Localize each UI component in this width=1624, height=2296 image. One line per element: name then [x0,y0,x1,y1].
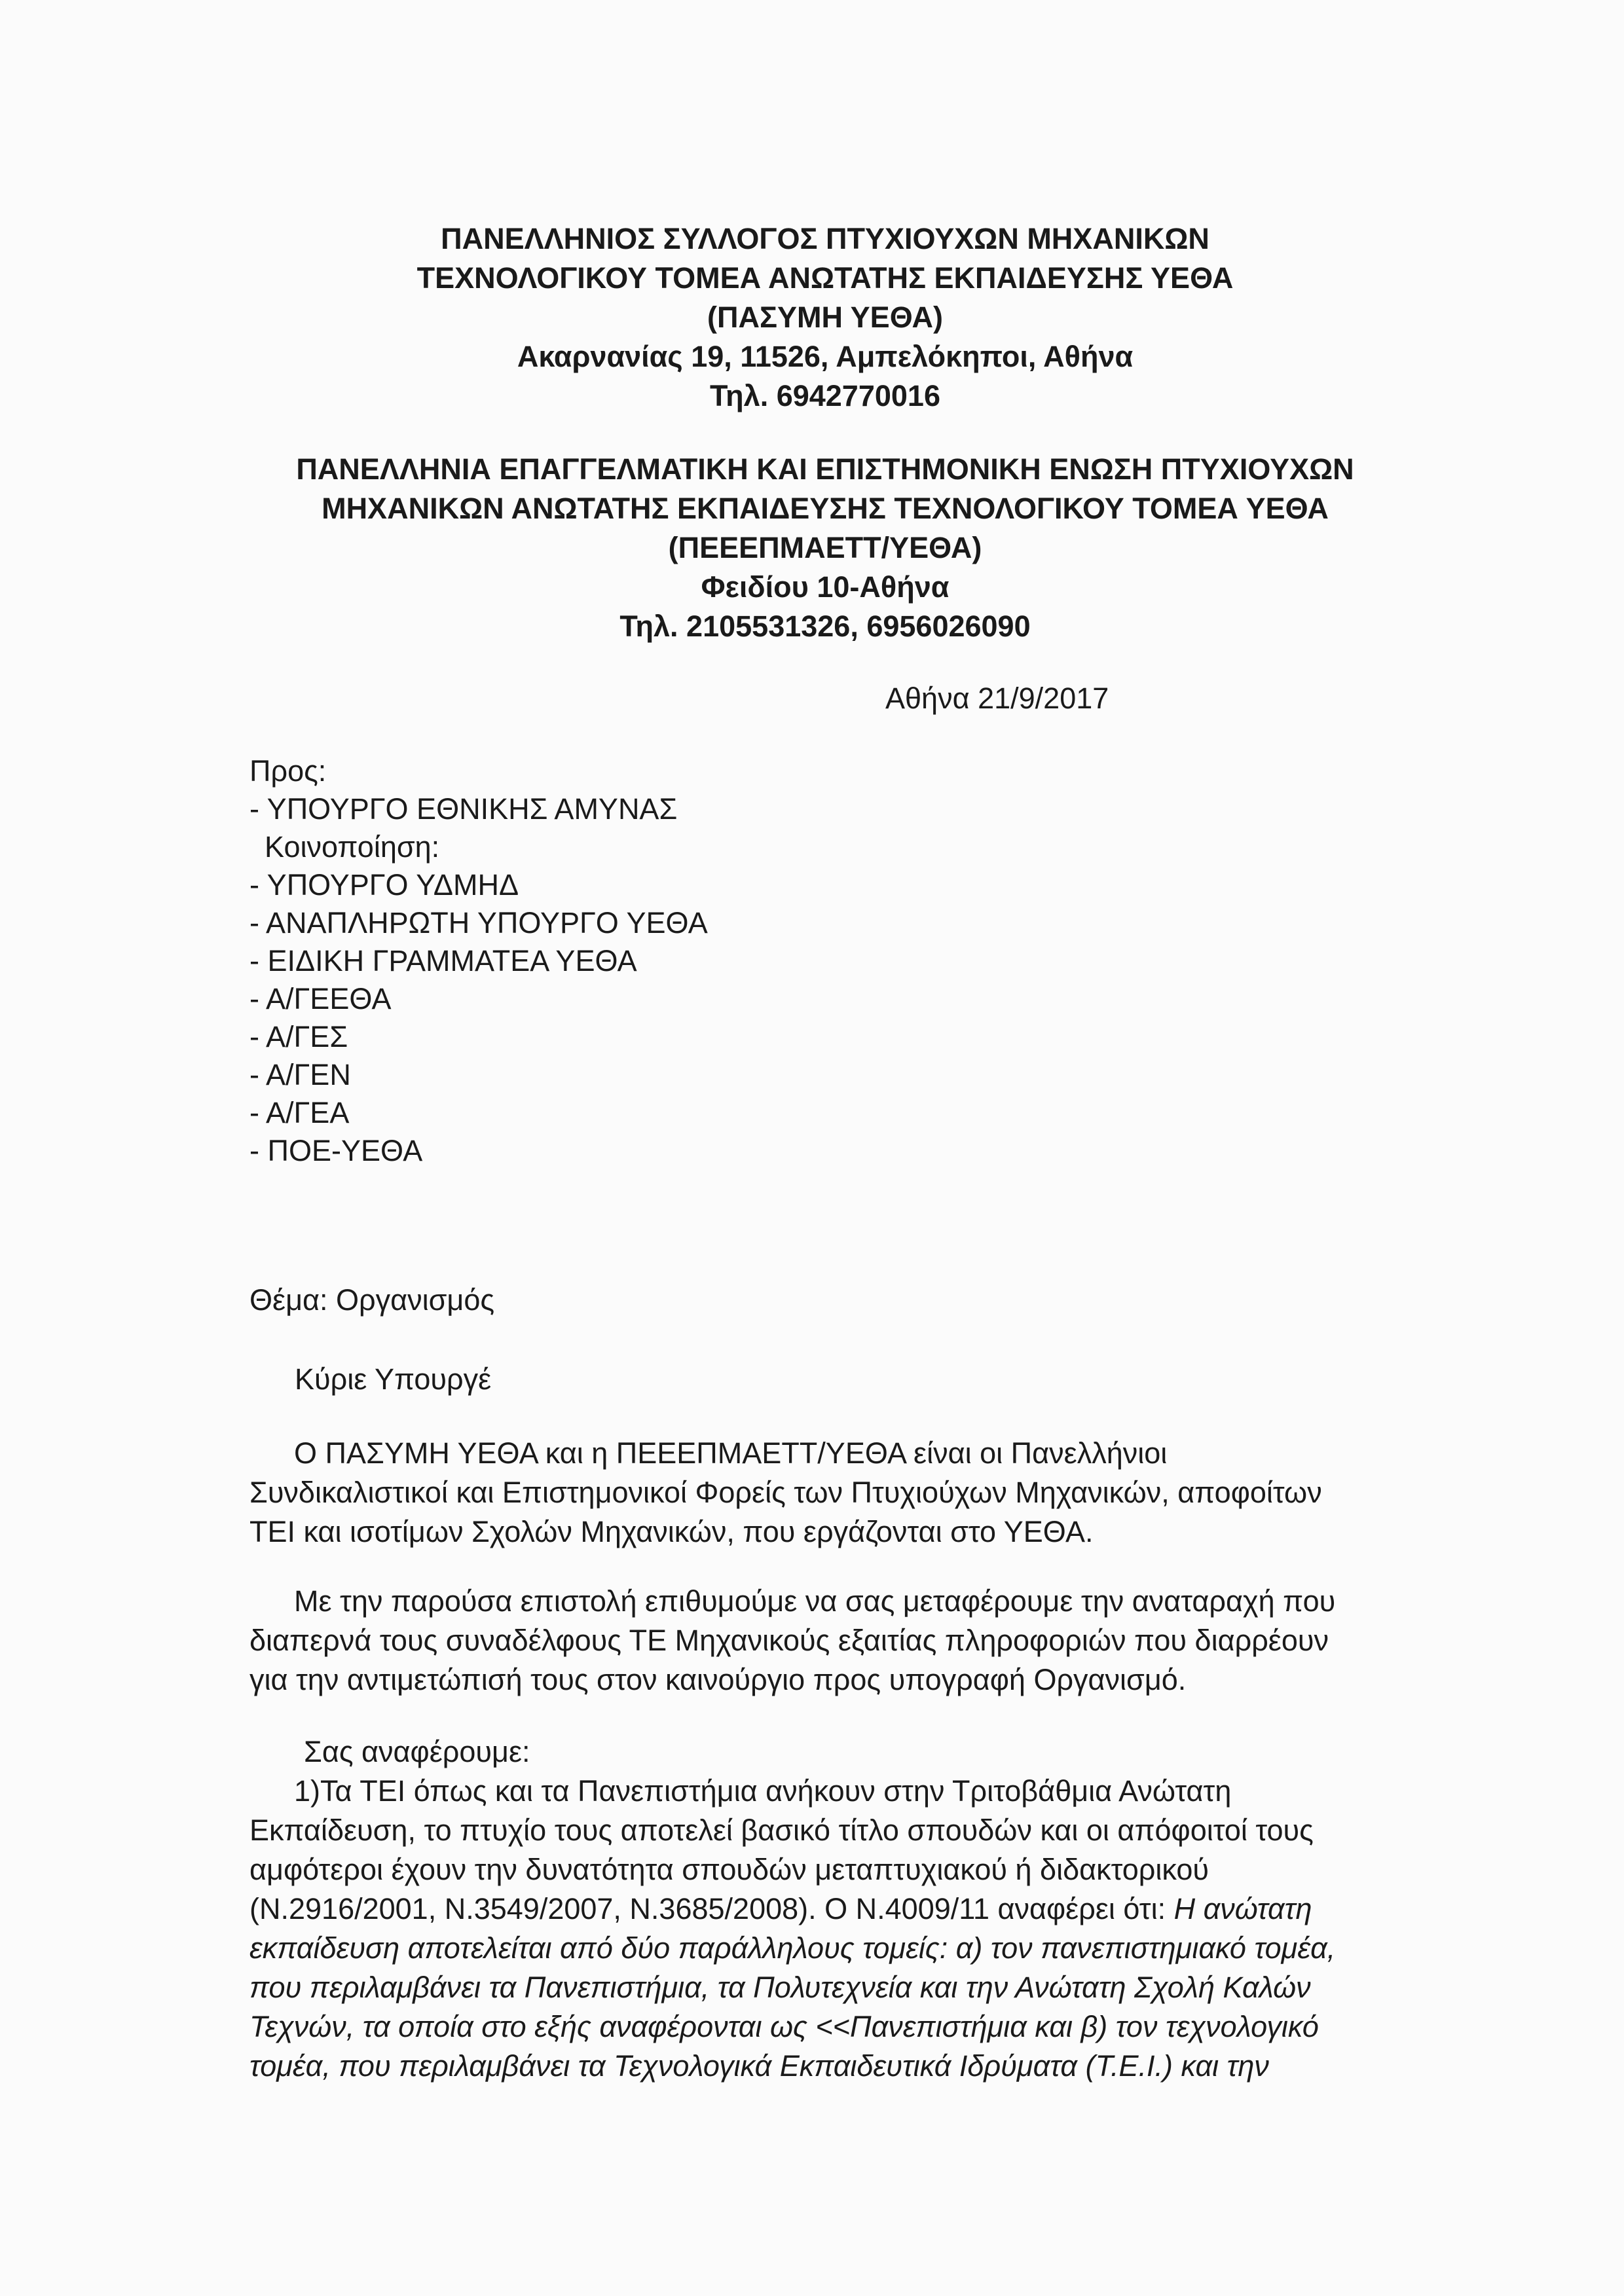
subject-line: Θέμα: Οργανισμός [249,1283,495,1317]
paragraph-3 [249,1732,1335,2086]
paragraph-line: 1)Τα ΤΕΙ όπως και τα Πανεπιστήμια ανήκουν στην Τριτοβάθμια Ανώτατη [294,1774,1232,1808]
org2-name-line2: ΜΗΧΑΝΙΚΩΝ ΑΝΩΤΑΤΗΣ ΕΚΠΑΙΔΕΥΣΗΣ ΤΕΧΝΟΛΟΓΙΚΟΥ ΤΟΜΕΑ ΥΕΘΑ [322,492,1329,525]
paragraph-2 [249,1582,1335,1700]
org2-address: Φειδίου 10-Αθήνα [701,570,950,604]
paragraph-line: Συνδικαλιστικοί και Επιστημονικοί Φορείς των Πτυχιούχων Μηχανικών, αποφοίτων [249,1476,1322,1509]
cc-recipient: - ΑΝΑΠΛΗΡΩΤΗ ΥΠΟΥΡΓΟ ΥΕΘΑ [249,906,708,939]
org2-abbreviation: (ΠΕΕΕΠΜΑΕΤΤ/ΥΕΘΑ) [668,531,982,564]
quoted-law-line: εκπαίδευση αποτελείται από δύο παράλληλους τομείς: α) τον πανεπιστημιακό τομέα, [249,1931,1336,1965]
salutation: Κύριε Υπουργέ [295,1362,492,1396]
recipients-block [249,752,708,1170]
paragraph-intro: Σας αναφέρουμε: [304,1735,530,1768]
org2-name-line1: ΠΑΝΕΛΛΗΝΙΑ ΕΠΑΓΓΕΛΜΑΤΙΚΗ ΚΑΙ ΕΠΙΣΤΗΜΟΝΙΚΗ ΕΝΩΣΗ ΠΤΥΧΙΟΥΧΩΝ [296,452,1354,486]
org1-name-line2: ΤΕΧΝΟΛΟΓΙΚΟΥ ΤΟΜΕΑ ΑΝΩΤΑΤΗΣ ΕΚΠΑΙΔΕΥΣΗΣ ΥΕΘΑ [416,261,1234,295]
org1-name-line1: ΠΑΝΕΛΛΗΝΙΟΣ ΣΥΛΛΟΓΟΣ ΠΤΥΧΙΟΥΧΩΝ ΜΗΧΑΝΙΚΩΝ [441,222,1209,255]
to-recipient: - ΥΠΟΥΡΓΟ ΕΘΝΙΚΗΣ ΑΜΥΝΑΣ [249,792,678,826]
cc-recipient: - Α/ΓΕΝ [249,1058,351,1091]
cc-recipient: - ΠΟΕ-ΥΕΘΑ [249,1134,423,1167]
cc-recipient: - Α/ΓΕΕΘΑ [249,982,392,1015]
org1-phone: Τηλ. 6942770016 [710,379,940,412]
paragraph-line: Με την παρούσα επιστολή επιθυμούμε να σας μεταφέρουμε την αναταραχή που [294,1584,1336,1618]
paragraph-line: Ο ΠΑΣΥΜΗ ΥΕΘΑ και η ΠΕΕΕΠΜΑΕΤΤ/ΥΕΘΑ είναι οι Πανελλήνιοι [294,1436,1168,1470]
paragraph-line: αμφότεροι έχουν την δυνατότητα σπουδών μεταπτυχιακού ή διδακτορικού [249,1853,1209,1886]
law-citation-text: (Ν.2916/2001, Ν.3549/2007, Ν.3685/2008). Ο Ν.4009/11 αναφέρει ότι: [249,1892,1174,1925]
paragraph-line: ΤΕΙ και ισοτίμων Σχολών Μηχανικών, που εργάζονται στο ΥΕΘΑ. [249,1515,1094,1548]
org2-phone: Τηλ. 2105531326, 6956026090 [619,610,1031,643]
paragraph-1 [249,1434,1322,1552]
quoted-law-line: Τεχνών, τα οποία στο εξής αναφέρονται ως <<Πανεπιστήμια και β) τον τεχνολογικό [249,2010,1319,2043]
quoted-law-line: που περιλαμβάνει τα Πανεπιστήμια, τα Πολυτεχνεία και την Ανώτατη Σχολή Καλών [249,1971,1311,2004]
cc-label: Κοινοποίηση: [265,830,440,864]
org1-abbreviation: (ΠΑΣΥΜΗ ΥΕΘΑ) [707,301,943,334]
quoted-law-text: Η ανώτατη [1173,1892,1312,1925]
cc-recipient: - Α/ΓΕΑ [249,1096,350,1129]
paragraph-line: Εκπαίδευση, το πτυχίο τους αποτελεί βασικό τίτλο σπουδών και οι απόφοιτοί τους [249,1813,1314,1847]
org2-letterhead [0,450,1624,646]
cc-recipient: - ΕΙΔΙΚΗ ΓΡΑΜΜΑΤΕΑ ΥΕΘΑ [249,944,637,977]
cc-recipient: - Α/ΓΕΣ [249,1020,348,1053]
org1-address: Ακαρνανίας 19, 11526, Αμπελόκηποι, Αθήνα [517,340,1134,373]
org1-letterhead [0,219,1624,416]
paragraph-line: για την αντιμετώπισή τους στον καινούργιο προς υπογραφή Οργανισμό. [249,1663,1187,1696]
quoted-law-line: τομέα, που περιλαμβάνει τα Τεχνολογικά Εκπαιδευτικά Ιδρύματα (Τ.Ε.Ι.) και την [249,2049,1269,2083]
to-label: Προς: [249,754,327,788]
letter-date: Αθήνα 21/9/2017 [885,682,1109,715]
paragraph-line [249,1889,1335,1929]
cc-recipient: - ΥΠΟΥΡΓΟ ΥΔΜΗΔ [249,868,519,902]
paragraph-line: διαπερνά τους συναδέλφους ΤΕ Μηχανικούς εξαιτίας πληροφοριών που διαρρέουν [249,1624,1329,1657]
